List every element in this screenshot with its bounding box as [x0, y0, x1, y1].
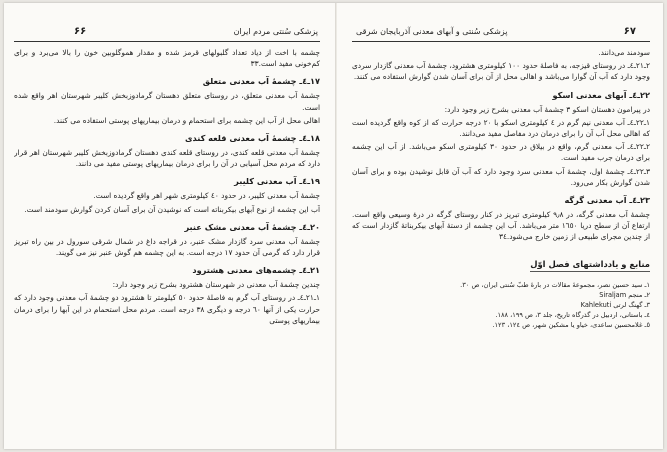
- body-paragraph: ١ـ٢١ـ٤ـ در روستای آب گرم به فاصلهٔ حدود ٥٠ کیلومتر تا هشترود دو چشمهٔ آب معدنی وجود دارد که حرارت یکی از آنها ٦٠ درجه و دیگری ٣٨ درجه است. مردم محل استحمام در این آبها را برای درمان بیماریهای پوستی: [14, 293, 320, 325]
- reference-text: ٢ـ منجم: [628, 290, 650, 299]
- body-paragraph: چشمهٔ آب معدنی سرد گازدار مشک عنبر، در قراجه داغ در شمال شرقی سورول در بین راه تبریز قرار دارد که گرمی آن حدود ١٧ درجه است. به این چشمه هم گوش عنبر نیز می گویند.: [14, 236, 320, 258]
- reference-text: ١ـ سید حسین نصر، مجموعهٔ مقالات در بارهٔ طبّ سُنتی ایران، ص ٣٠.: [460, 280, 650, 289]
- body-paragraph: چشمهٔ آب معدنی کلیبر، در حدود ٤٠ کیلومتری شهر اهر واقع گردیده است.: [93, 191, 320, 201]
- book-gutter: [335, 3, 337, 449]
- body-paragraph: چشمهٔ آب معدنی متعلق، در روستای متعلق دهستان گرمادوزبخش کلیبر شهرستان اهر واقع شده است.: [14, 91, 320, 112]
- section-heading: ١٩ـ٤ـ آب معدنی کلیبر: [234, 176, 320, 187]
- body-paragraph: در پیرامون دهستان اسکو ٣ چشمهٔ آب معدنی بشرح زیر وجود دارد:: [444, 104, 650, 114]
- body-paragraph: ٢ـ٢٢ـ٤ـ آب معدنی گرم، واقع در بیلاق در حدود ٣٠ کیلومتری اسکو می‌باشد. از آب این چشمه برای درمان جرب مفید است.: [352, 142, 650, 163]
- body-paragraph: چشمهٔ آب معدنی گرگه، در ٩٫٨ کیلومتری تبریز در کنار روستای گرگه در درهٔ وسیعی واقع است. ارتفاع آن از سطح دریا ١٦٥٠ متر می‌باشد. آب این چشمه از دستهٔ آبهای بیکربناتهٔ گازدار است که از چندین مجرای طبیعی از زمین خارج می‌شود.٣٤: [352, 210, 650, 242]
- body-paragraph: چندین چشمهٔ آب معدنی در شهرستان هشترود بشرح زیر وجود دارد:: [112, 280, 320, 290]
- reference-text: ٤ـ باستانی، اردبیل در گذرگاه تاریخ، جلد ٣، ص ١٩٩، ١٨٨.: [495, 311, 650, 320]
- section-heading: ٢٠ـ٤ـ چشمهٔ آب معدنی مشک عنبر: [184, 221, 320, 232]
- right-page-number: ۶۷: [623, 26, 636, 37]
- left-running-title: پزشکی سُنتی مردم ایران: [233, 27, 318, 36]
- body-paragraph: سودمند می‌دانند.: [598, 48, 650, 57]
- body-paragraph: ١ـ٢٢ـ٤ـ آب معدنی نیم گرم در ٤ کیلومتری اسکو با ٢٠ درجه حرارت که از کوه واقع گردیده است که اهالی محل آب آن را برای درمان درد مفاصل مفید می‌دانند.: [352, 117, 650, 139]
- reference-latin-term: Siraljam: [599, 290, 627, 299]
- section-heading: ٢٣ـ٤ـ آب معدنی گرگه: [564, 195, 650, 206]
- reference-item: [352, 280, 650, 290]
- right-running-head: [352, 25, 650, 42]
- right-running-title: پزشکی سُنتی و آبهای معدنی آذربایجان شرقی: [356, 27, 508, 36]
- right-page-body: [352, 47, 650, 331]
- body-paragraph: چشمه با اخت از دیاد تعداد گلبولهای قرمز شده و مقدار هموگلوبین خون را بالا می‌برد و برای کم‌خونی مفید است.٣٣: [14, 48, 320, 69]
- left-page: [14, 3, 320, 449]
- body-paragraph: ٣ـ٢٢ـ٤ـ چشمهٔ اول، چشمهٔ آب معدنی سرد وجود دارد که آب آن قابل نوشیدن بوده و برای آسان شدن گوارش بکار می‌رود.: [352, 166, 650, 187]
- body-paragraph: ٢ـ٢١ـ٤ـ در روستای قیزجه، به فاصلهٔ حدود ١٠٠ کیلومتری هشترود، چشمهٔ آب معدنی گازدار سردی وجود دارد که آب آن گوارا می‌باشد و اهالی محل از آن برای آسان شدن گوارش استفاده می کنند.: [352, 61, 650, 82]
- body-paragraph: اهالی محل از آب این چشمه برای استحمام و درمان بیماریهای پوستی استفاده می کنند.: [53, 115, 320, 125]
- reference-text: ٥ـ غلامحسین ساعدی، خیاو یا مشکین شهر، ص ١٢٤، ١٢٣.: [492, 321, 650, 330]
- references-heading: منابع و یادداشتهای فصل اوّل: [530, 259, 650, 272]
- reference-item: [352, 310, 650, 320]
- left-page-body: [14, 47, 320, 328]
- reference-item: [352, 320, 650, 330]
- section-heading: ١٧ـ٤ـ چشمهٔ آب معدنی متعلق: [202, 76, 320, 87]
- body-paragraph: آب این چشمه از نوع آبهای بیکربناته است که نوشیدن آن برای آسان کردن گوارش سودمند است.: [24, 204, 320, 214]
- left-page-number: ۶۶: [74, 26, 87, 37]
- section-heading: ٢١ـ٤ـ چشمه‌های معدنی هشترود: [192, 265, 320, 276]
- body-paragraph: چشمهٔ آب معدنی قلعه کندی، در روستای قلعه کندی دهستان گرمادوزبخش کلیبر شهرستان اهر قرار دارد که مردم محل آسیابی در آن را برای درمان بیماریهای پوستی مفید می دانند.: [14, 148, 320, 169]
- references-list: [352, 280, 650, 331]
- right-page: [352, 3, 650, 449]
- reference-item: [352, 290, 650, 300]
- reference-latin-term: Kahlekuti: [580, 301, 612, 310]
- section-heading: ٢٢ـ٤ـ آبهای معدنی اسکو: [552, 89, 650, 100]
- reference-text: ٣ـ گهنگ لرتی: [613, 301, 650, 310]
- section-heading: ١٨ـ٤ـ چشمهٔ آب معدنی قلعه کندی: [185, 133, 320, 144]
- left-running-head: [14, 25, 320, 42]
- reference-item: [352, 300, 650, 310]
- book-spread: [4, 3, 663, 449]
